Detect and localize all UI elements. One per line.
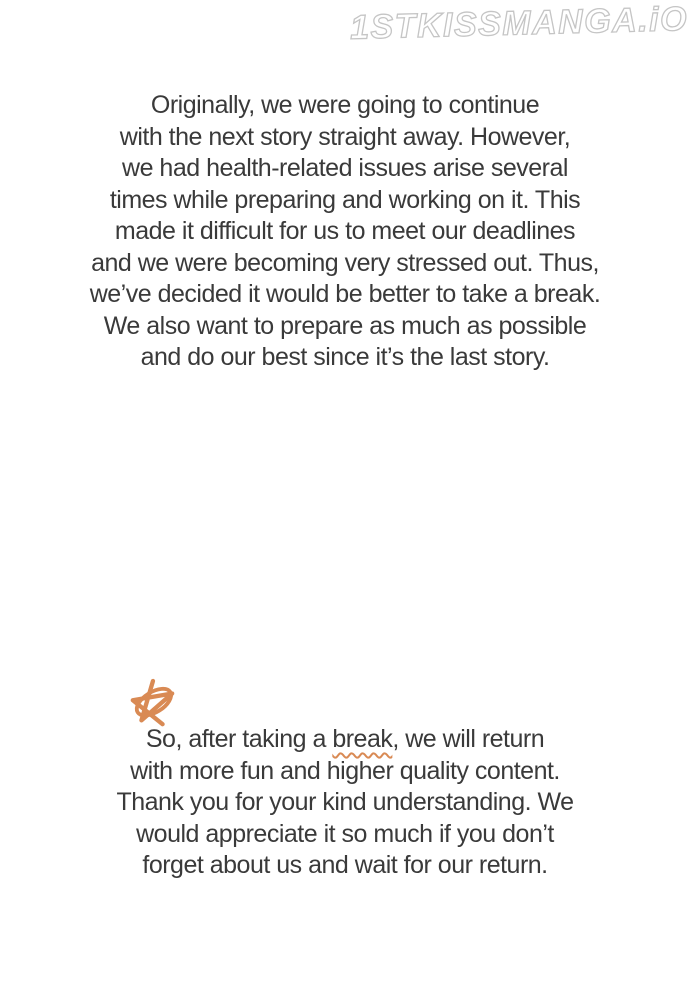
underlined-word: break — [332, 725, 393, 753]
text-line: made it difficult for us to meet our deadlines — [114, 217, 576, 245]
text-line: Originally, we were going to continue — [150, 91, 540, 119]
announcement-paragraph-1 — [0, 90, 690, 374]
text-line: and do our best since it’s the last story. — [140, 343, 550, 371]
text-line: we’ve decided it would be better to take a break. — [89, 280, 601, 308]
text-line: We also want to prepare as much as possible — [103, 311, 587, 340]
text-line: we had health-related issues arise several — [122, 154, 568, 182]
text-line: would appreciate it so much if you don’t — [136, 819, 554, 848]
announcement-paragraph-2 — [0, 724, 690, 882]
star-doodle-loop — [132, 683, 175, 720]
text-line: times while preparing and working on it. This — [109, 185, 581, 214]
site-watermark: 1STKISSMANGA.iO — [349, 0, 689, 47]
text-line: and we were becoming very stressed out. Thus, — [91, 248, 599, 277]
text-line — [0, 724, 690, 756]
line-prefix: So, after taking a — [145, 725, 333, 753]
text-line: Thank you for your kind understanding. We — [116, 788, 574, 816]
text-line: forget about us and wait for our return. — [142, 851, 548, 879]
line-suffix: , we will return — [392, 725, 545, 753]
text-line: with the next story straight away. However, — [119, 122, 571, 151]
text-line: with more fun and higher quality content. — [130, 756, 560, 785]
